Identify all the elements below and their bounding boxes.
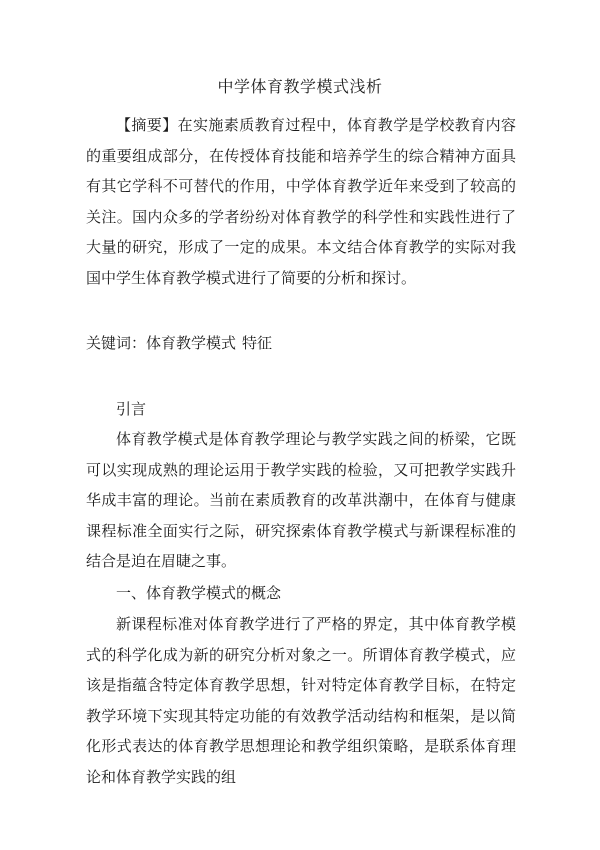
keyword-item: 特征 xyxy=(242,334,273,352)
intro-heading: 引言 xyxy=(116,400,147,418)
section-paragraph: 新课程标准对体育教学进行了严格的界定，其中体育教学模式的科学化成为新的研究分析对象之一。所谓体育教学模式，应该是指蕴含特定体育教学思想，针对特定体育教学目标，在特定教学环境下实现其特定功能的有效教学活动结构和框架，是以简化形式表达的体育教学思想理论和教学组织策略，是联系体育理论和体育教学实践的组 xyxy=(86,615,516,786)
section-heading: 一、体育教学模式的概念 xyxy=(116,584,282,602)
abstract-paragraph: 【摘要】在实施素质教育过程中，体育教学是学校教育内容的重要组成部分，在传授体育技能和培养学生的综合精神方面具有其它学科不可替代的作用，中学体育教学近年来受到了较高的关注。国内众多的学者纷纷对体育教学的科学性和实践性进行了大量的研究，形成了一定的成果。本文结合体育教学的实际对我国中学生体育教学模式进行了简要的分析和探讨。 xyxy=(86,116,516,287)
keyword-item: 体育教学模式 xyxy=(146,334,237,352)
document-title: 中学体育教学模式浅析 xyxy=(217,77,383,96)
keywords-label: 关键词： xyxy=(86,334,147,352)
intro-paragraph: 体育教学模式是体育教学理论与教学实践之间的桥梁，它既可以实现成熟的理论运用于教学实践的检验，又可把教学实践升华成丰富的理论。当前在素质教育的改革洪潮中，在体育与健康课程标准全面实行之际，研究探索体育教学模式与新课程标准的结合是迫在眉睫之事。 xyxy=(86,430,516,570)
keywords-line xyxy=(86,328,516,359)
